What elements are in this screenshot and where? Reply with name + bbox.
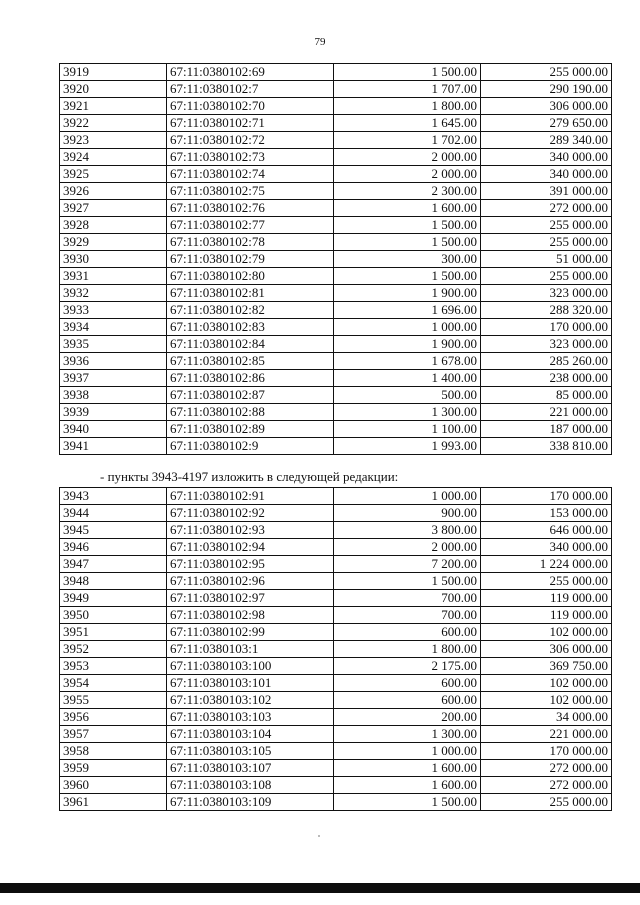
item-number-cell: 3922: [60, 115, 167, 132]
land-plots-table-bottom: [59, 487, 612, 811]
area-cell: 1 500.00: [334, 234, 481, 251]
area-cell: 1 500.00: [334, 794, 481, 811]
area-cell: 600.00: [334, 692, 481, 709]
table-row: [60, 522, 612, 539]
item-number-cell: 3939: [60, 404, 167, 421]
item-number-cell: 3921: [60, 98, 167, 115]
table-row: [60, 319, 612, 336]
cadastral-number-cell: 67:11:0380102:89: [167, 421, 334, 438]
table-row: [60, 675, 612, 692]
item-number-cell: 3923: [60, 132, 167, 149]
cost-cell: 102 000.00: [481, 692, 612, 709]
item-number-cell: 3931: [60, 268, 167, 285]
item-number-cell: 3944: [60, 505, 167, 522]
cost-cell: 85 000.00: [481, 387, 612, 404]
item-number-cell: 3960: [60, 777, 167, 794]
table-row: [60, 387, 612, 404]
cost-cell: 255 000.00: [481, 64, 612, 81]
cost-cell: 255 000.00: [481, 217, 612, 234]
area-cell: 1 600.00: [334, 777, 481, 794]
table-row: [60, 590, 612, 607]
item-number-cell: 3934: [60, 319, 167, 336]
table-row: [60, 794, 612, 811]
area-cell: 600.00: [334, 675, 481, 692]
item-number-cell: 3925: [60, 166, 167, 183]
item-number-cell: 3930: [60, 251, 167, 268]
area-cell: 1 500.00: [334, 268, 481, 285]
item-number-cell: 3952: [60, 641, 167, 658]
scan-bottom-bar: [0, 883, 640, 893]
cadastral-number-cell: 67:11:0380102:79: [167, 251, 334, 268]
area-cell: 1 993.00: [334, 438, 481, 455]
item-number-cell: 3937: [60, 370, 167, 387]
cadastral-number-cell: 67:11:0380102:99: [167, 624, 334, 641]
cadastral-number-cell: 67:11:0380102:76: [167, 200, 334, 217]
cost-cell: 338 810.00: [481, 438, 612, 455]
area-cell: 1 400.00: [334, 370, 481, 387]
cadastral-number-cell: 67:11:0380103:105: [167, 743, 334, 760]
table-row: [60, 251, 612, 268]
cadastral-number-cell: 67:11:0380103:108: [167, 777, 334, 794]
cadastral-number-cell: 67:11:0380102:92: [167, 505, 334, 522]
area-cell: 300.00: [334, 251, 481, 268]
item-number-cell: 3951: [60, 624, 167, 641]
cadastral-number-cell: 67:11:0380102:96: [167, 573, 334, 590]
cost-cell: 255 000.00: [481, 573, 612, 590]
item-number-cell: 3948: [60, 573, 167, 590]
cost-cell: 102 000.00: [481, 624, 612, 641]
table-row: [60, 285, 612, 302]
cadastral-number-cell: 67:11:0380102:82: [167, 302, 334, 319]
cadastral-number-cell: 67:11:0380102:81: [167, 285, 334, 302]
area-cell: 2 000.00: [334, 166, 481, 183]
area-cell: 2 175.00: [334, 658, 481, 675]
cadastral-number-cell: 67:11:0380102:77: [167, 217, 334, 234]
item-number-cell: 3924: [60, 149, 167, 166]
area-cell: 1 000.00: [334, 488, 481, 505]
cost-cell: 170 000.00: [481, 319, 612, 336]
cadastral-number-cell: 67:11:0380102:9: [167, 438, 334, 455]
cost-cell: 306 000.00: [481, 641, 612, 658]
cadastral-number-cell: 67:11:0380103:101: [167, 675, 334, 692]
cadastral-number-cell: 67:11:0380102:94: [167, 539, 334, 556]
cost-cell: 279 650.00: [481, 115, 612, 132]
table-row: [60, 777, 612, 794]
area-cell: 7 200.00: [334, 556, 481, 573]
cost-cell: 340 000.00: [481, 166, 612, 183]
item-number-cell: 3920: [60, 81, 167, 98]
table-row: [60, 132, 612, 149]
item-number-cell: 3954: [60, 675, 167, 692]
area-cell: 1 800.00: [334, 641, 481, 658]
cadastral-number-cell: 67:11:0380102:88: [167, 404, 334, 421]
table-row: [60, 607, 612, 624]
area-cell: 1 702.00: [334, 132, 481, 149]
cadastral-number-cell: 67:11:0380102:93: [167, 522, 334, 539]
table-row: [60, 641, 612, 658]
cadastral-number-cell: 67:11:0380102:84: [167, 336, 334, 353]
item-number-cell: 3957: [60, 726, 167, 743]
cost-cell: 290 190.00: [481, 81, 612, 98]
item-number-cell: 3932: [60, 285, 167, 302]
cadastral-number-cell: 67:11:0380102:80: [167, 268, 334, 285]
cadastral-number-cell: 67:11:0380103:103: [167, 709, 334, 726]
cadastral-number-cell: 67:11:0380102:72: [167, 132, 334, 149]
scan-speck: [318, 835, 320, 837]
table-row: [60, 370, 612, 387]
cost-cell: 272 000.00: [481, 200, 612, 217]
cost-cell: 255 000.00: [481, 268, 612, 285]
table-row: [60, 166, 612, 183]
area-cell: 1 900.00: [334, 285, 481, 302]
table-row: [60, 217, 612, 234]
cadastral-number-cell: 67:11:0380103:102: [167, 692, 334, 709]
cost-cell: 391 000.00: [481, 183, 612, 200]
table-row: [60, 692, 612, 709]
area-cell: 1 900.00: [334, 336, 481, 353]
area-cell: 700.00: [334, 590, 481, 607]
cost-cell: 119 000.00: [481, 607, 612, 624]
item-number-cell: 3945: [60, 522, 167, 539]
area-cell: 900.00: [334, 505, 481, 522]
cadastral-number-cell: 67:11:0380102:78: [167, 234, 334, 251]
area-cell: 1 300.00: [334, 726, 481, 743]
area-cell: 600.00: [334, 624, 481, 641]
cadastral-number-cell: 67:11:0380102:98: [167, 607, 334, 624]
area-cell: 1 500.00: [334, 64, 481, 81]
area-cell: 3 800.00: [334, 522, 481, 539]
cadastral-number-cell: 67:11:0380102:7: [167, 81, 334, 98]
cadastral-number-cell: 67:11:0380103:107: [167, 760, 334, 777]
cost-cell: 272 000.00: [481, 777, 612, 794]
item-number-cell: 3955: [60, 692, 167, 709]
area-cell: 1 000.00: [334, 319, 481, 336]
table-row: [60, 268, 612, 285]
area-cell: 1 600.00: [334, 760, 481, 777]
cadastral-number-cell: 67:11:0380103:104: [167, 726, 334, 743]
item-number-cell: 3953: [60, 658, 167, 675]
cadastral-number-cell: 67:11:0380102:87: [167, 387, 334, 404]
area-cell: 2 000.00: [334, 149, 481, 166]
item-number-cell: 3940: [60, 421, 167, 438]
item-number-cell: 3959: [60, 760, 167, 777]
table-row: [60, 234, 612, 251]
cost-cell: 340 000.00: [481, 539, 612, 556]
table-row: [60, 64, 612, 81]
item-number-cell: 3947: [60, 556, 167, 573]
area-cell: 1 500.00: [334, 573, 481, 590]
cost-cell: 369 750.00: [481, 658, 612, 675]
cadastral-number-cell: 67:11:0380102:75: [167, 183, 334, 200]
area-cell: 1 645.00: [334, 115, 481, 132]
cost-cell: 187 000.00: [481, 421, 612, 438]
table-row: [60, 81, 612, 98]
area-cell: 2 300.00: [334, 183, 481, 200]
item-number-cell: 3938: [60, 387, 167, 404]
cost-cell: 170 000.00: [481, 488, 612, 505]
cadastral-number-cell: 67:11:0380102:70: [167, 98, 334, 115]
cost-cell: 51 000.00: [481, 251, 612, 268]
table-row: [60, 488, 612, 505]
table-row: [60, 421, 612, 438]
area-cell: 1 800.00: [334, 98, 481, 115]
item-number-cell: 3928: [60, 217, 167, 234]
table-row: [60, 115, 612, 132]
item-number-cell: 3929: [60, 234, 167, 251]
cadastral-number-cell: 67:11:0380102:74: [167, 166, 334, 183]
item-number-cell: 3949: [60, 590, 167, 607]
cost-cell: 306 000.00: [481, 98, 612, 115]
cadastral-number-cell: 67:11:0380103:109: [167, 794, 334, 811]
table-row: [60, 726, 612, 743]
item-number-cell: 3958: [60, 743, 167, 760]
area-cell: 1 678.00: [334, 353, 481, 370]
item-number-cell: 3950: [60, 607, 167, 624]
cost-cell: 221 000.00: [481, 726, 612, 743]
item-number-cell: 3927: [60, 200, 167, 217]
cost-cell: 119 000.00: [481, 590, 612, 607]
cost-cell: 153 000.00: [481, 505, 612, 522]
cost-cell: 285 260.00: [481, 353, 612, 370]
table-row: [60, 658, 612, 675]
area-cell: 1 500.00: [334, 217, 481, 234]
item-number-cell: 3919: [60, 64, 167, 81]
area-cell: 700.00: [334, 607, 481, 624]
table-row: [60, 183, 612, 200]
cadastral-number-cell: 67:11:0380102:83: [167, 319, 334, 336]
cost-cell: 255 000.00: [481, 234, 612, 251]
item-number-cell: 3941: [60, 438, 167, 455]
area-cell: 1 000.00: [334, 743, 481, 760]
amendment-note: - пункты 3943-4197 изложить в следующей редакции:: [100, 469, 399, 484]
cost-cell: 170 000.00: [481, 743, 612, 760]
cadastral-number-cell: 67:11:0380102:71: [167, 115, 334, 132]
cadastral-number-cell: 67:11:0380102:85: [167, 353, 334, 370]
land-plots-table-top: [59, 63, 612, 455]
area-cell: 2 000.00: [334, 539, 481, 556]
table-row: [60, 539, 612, 556]
cadastral-number-cell: 67:11:0380102:91: [167, 488, 334, 505]
item-number-cell: 3946: [60, 539, 167, 556]
table-row: [60, 573, 612, 590]
cost-cell: 323 000.00: [481, 285, 612, 302]
table-row: [60, 438, 612, 455]
cost-cell: 255 000.00: [481, 794, 612, 811]
item-number-cell: 3936: [60, 353, 167, 370]
area-cell: 1 100.00: [334, 421, 481, 438]
cadastral-number-cell: 67:11:0380103:100: [167, 658, 334, 675]
item-number-cell: 3933: [60, 302, 167, 319]
cadastral-number-cell: 67:11:0380102:86: [167, 370, 334, 387]
cost-cell: 323 000.00: [481, 336, 612, 353]
cadastral-number-cell: 67:11:0380103:1: [167, 641, 334, 658]
item-number-cell: 3956: [60, 709, 167, 726]
cost-cell: 221 000.00: [481, 404, 612, 421]
table-row: [60, 743, 612, 760]
item-number-cell: 3935: [60, 336, 167, 353]
cadastral-number-cell: 67:11:0380102:69: [167, 64, 334, 81]
page-number: 79: [314, 36, 326, 48]
item-number-cell: 3943: [60, 488, 167, 505]
table-row: [60, 404, 612, 421]
cost-cell: 34 000.00: [481, 709, 612, 726]
cost-cell: 102 000.00: [481, 675, 612, 692]
table-row: [60, 505, 612, 522]
area-cell: 1 300.00: [334, 404, 481, 421]
table-row: [60, 98, 612, 115]
cadastral-number-cell: 67:11:0380102:95: [167, 556, 334, 573]
item-number-cell: 3926: [60, 183, 167, 200]
table-row: [60, 760, 612, 777]
cadastral-number-cell: 67:11:0380102:97: [167, 590, 334, 607]
table-row: [60, 709, 612, 726]
area-cell: 1 707.00: [334, 81, 481, 98]
cost-cell: 340 000.00: [481, 149, 612, 166]
cost-cell: 238 000.00: [481, 370, 612, 387]
area-cell: 1 600.00: [334, 200, 481, 217]
table-row: [60, 353, 612, 370]
table-row: [60, 302, 612, 319]
table-row: [60, 149, 612, 166]
item-number-cell: 3961: [60, 794, 167, 811]
table-row: [60, 200, 612, 217]
table-row: [60, 624, 612, 641]
area-cell: 200.00: [334, 709, 481, 726]
cost-cell: 288 320.00: [481, 302, 612, 319]
table-row: [60, 556, 612, 573]
cost-cell: 1 224 000.00: [481, 556, 612, 573]
cost-cell: 646 000.00: [481, 522, 612, 539]
table-row: [60, 336, 612, 353]
area-cell: 1 696.00: [334, 302, 481, 319]
cost-cell: 272 000.00: [481, 760, 612, 777]
area-cell: 500.00: [334, 387, 481, 404]
cost-cell: 289 340.00: [481, 132, 612, 149]
cadastral-number-cell: 67:11:0380102:73: [167, 149, 334, 166]
